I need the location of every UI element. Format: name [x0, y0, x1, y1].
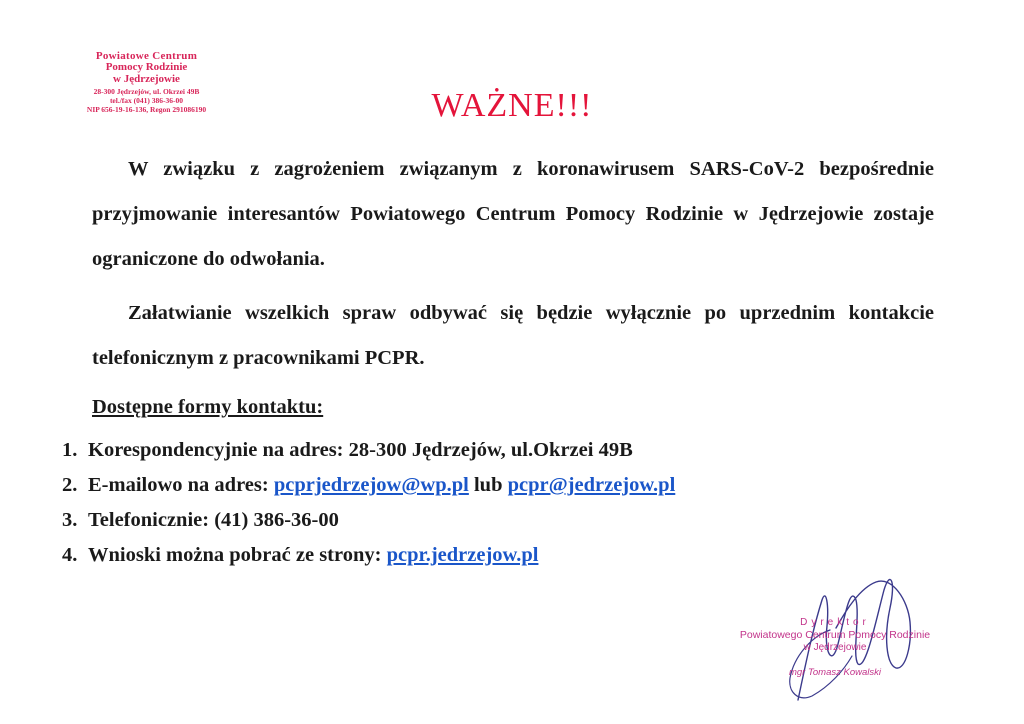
- contact-item-number: 2.: [62, 474, 78, 496]
- website-link[interactable]: pcpr.jedrzejow.pl: [386, 544, 539, 566]
- stamp-ids: NIP 656-19-16-136, Regon 291086190: [86, 105, 207, 114]
- contact-item-phone: [62, 503, 922, 538]
- contact-item-number: 3.: [62, 509, 78, 531]
- stamp-line-2: Pomocy Rodzinie: [105, 61, 188, 73]
- signature-name: mgr Tomasz Kowalski: [788, 667, 882, 678]
- email-link-wp[interactable]: pcprjedrzejow@wp.pl: [273, 474, 469, 496]
- contact-item-email: [62, 468, 922, 503]
- contact-heading: Dostępne formy kontaktu:: [92, 396, 324, 418]
- contact-item-text: Wnioski można pobrać ze strony:: [88, 544, 387, 566]
- signature-role: Dyrektor: [800, 617, 870, 628]
- stamp-line-1: Powiatowe Centrum: [95, 50, 198, 62]
- stamp-address: 28-300 Jędrzejów, ul. Okrzei 49B: [93, 87, 200, 96]
- contact-item-text: E-mailowo na adres:: [88, 474, 274, 496]
- contact-list: [62, 433, 922, 573]
- notice-title: WAŻNE!!!: [431, 87, 593, 124]
- contact-item-text: Telefonicznie: (41) 386-36-00: [88, 509, 339, 531]
- signature-town: w Jędrzejowie: [803, 642, 867, 653]
- contact-item-number: 1.: [62, 439, 78, 461]
- director-signature-stamp: [720, 560, 950, 710]
- notice-paragraph-1: W związku z zagrożeniem związanym z koronawirusem SARS-CoV-2 bezpośrednie przyjmowanie interesantów Powiatowego Centrum Pomocy Rodzinie w Jędrzejowie zostaje ograniczone do odwołania.: [92, 158, 934, 270]
- contact-item-connector: lub: [468, 474, 508, 496]
- signature-org: Powiatowego Centrum Pomocy Rodzinie: [739, 629, 931, 641]
- notice-paragraph-2: Załatwianie wszelkich spraw odbywać się będzie wyłącznie po uprzednim kontakcie telefonicznym z pracownikami PCPR.: [92, 302, 934, 369]
- stamp-line-3: w Jędrzejowie: [113, 73, 180, 85]
- contact-item-number: 4.: [62, 544, 78, 566]
- stamp-phone: tel./fax (041) 386-36-00: [109, 96, 184, 105]
- contact-item-mail: [62, 433, 922, 468]
- email-link-jedrzejow[interactable]: pcpr@jedrzejow.pl: [507, 474, 676, 496]
- contact-item-text: Korespondencyjnie na adres: 28-300 Jędrzejów, ul.Okrzei 49B: [88, 439, 633, 461]
